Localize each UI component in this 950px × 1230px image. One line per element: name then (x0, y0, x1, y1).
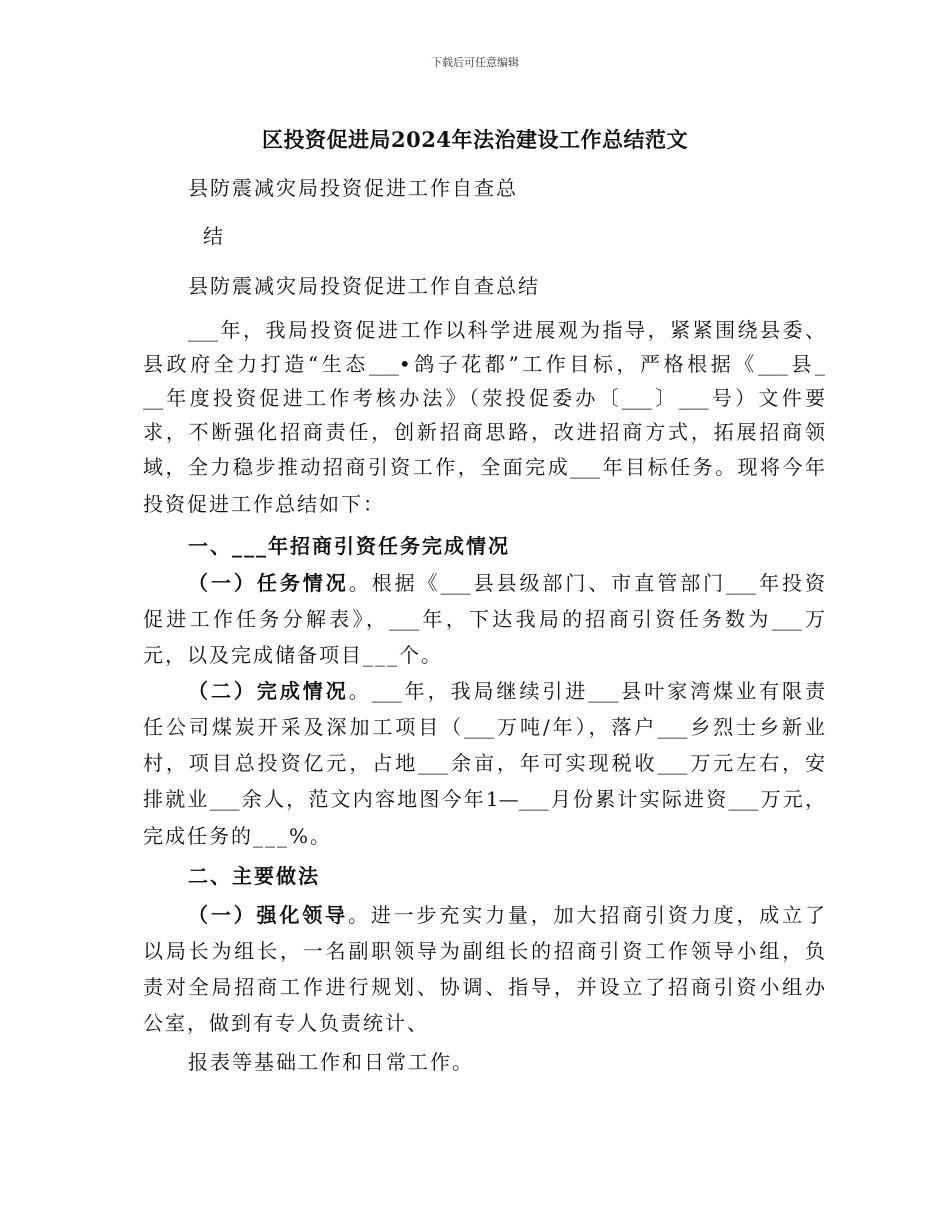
line-text: 。___年，我局继续引进___县叶家湾煤业有限责 (348, 679, 826, 703)
paragraph-line (143, 645, 443, 665)
paragraph-line (188, 320, 825, 340)
paragraph-line (143, 457, 825, 477)
line-text: 元，以及完成储备项目___个。 (143, 643, 443, 667)
line-text: 任公司煤炭开采及深加工项目（___万吨/年），落户___乡烈士乡新业 (143, 715, 825, 739)
line-text: 促进工作任务分解表》，___年，下达我局的招商引资任务数为___万 (143, 607, 825, 631)
bold-text: 一、___年招商引资任务完成情况 (188, 534, 510, 558)
line-text: 域，全力稳步推动招商引资工作，全面完成___年目标任务。现将今年 (143, 455, 825, 479)
line-text: 。进一步充实力量，加大招商引资力度，成立了 (347, 903, 826, 927)
line-text: 县防震减灾局投资促进工作自查总 (188, 176, 518, 200)
line-text: 以局长为组长，一名副职领导为副组长的招商引资工作领导小组，负 (143, 939, 825, 963)
paragraph-line (188, 178, 518, 198)
line-text: 求，不断强化招商责任，创新招商思路，改进招商方式，拓展招商领 (143, 420, 825, 444)
bold-text: 二、主要做法 (188, 864, 320, 888)
paragraph-line (143, 494, 385, 514)
paragraph-line (188, 276, 540, 296)
line-text: 公室，做到有专人负责统计、 (143, 1011, 429, 1035)
line-text: __年度投资促进工作考核办法》（荥投促委办〔___〕___号）文件要 (143, 386, 825, 410)
line-text: 排就业___余人，范文内容地图今年1—___月份累计实际进资___万元， (143, 787, 825, 811)
line-text: 村，项目总投资亿元，占地___余亩，年可实现税收___万元左右，安 (143, 751, 825, 775)
paragraph-line (188, 1052, 474, 1072)
paragraph-line (143, 753, 825, 773)
document-title: 区投资促进局2024年法治建设工作总结范文 (262, 127, 688, 152)
paragraph-line (143, 977, 825, 997)
bold-text: （一）强化领导 (188, 903, 348, 927)
paragraph-line (188, 536, 510, 556)
paragraph-line (143, 422, 825, 442)
paragraph-line (188, 573, 825, 593)
line-text: ___年，我局投资促进工作以科学进展观为指导，紧紧围绕县委、 (188, 318, 825, 342)
paragraph-line (143, 789, 825, 809)
paragraph-line (188, 681, 825, 701)
line-text: 县防震减灾局投资促进工作自查总结 (188, 274, 540, 298)
paragraph-line (143, 388, 825, 408)
line-text: 报表等基础工作和日常工作。 (188, 1050, 474, 1074)
paragraph-line (143, 717, 825, 737)
paragraph-line (143, 1013, 429, 1033)
paragraph-line (143, 609, 825, 629)
line-text: 投资促进工作总结如下： (143, 492, 385, 516)
paragraph-line (188, 866, 320, 886)
paragraph-line (143, 354, 825, 374)
bold-text: （二）完成情况 (188, 679, 349, 703)
line-text: 县政府全力打造“生态___•鸽子花都”工作目标，严格根据《___县_ (143, 352, 825, 376)
line-text: 责对全局招商工作进行规划、协调、指导，并设立了招商引资小组办 (143, 975, 825, 999)
paragraph-line (143, 941, 825, 961)
paragraph-line (188, 905, 825, 925)
line-text: 结 (203, 224, 225, 248)
bold-text: （一）任务情况 (188, 571, 349, 595)
paragraph-line (203, 226, 225, 246)
header-note: 下载后可任意编辑 (431, 56, 519, 69)
paragraph-line (143, 826, 332, 846)
line-text: 。根据《___县县级部门、市直管部门___年投资 (348, 571, 826, 595)
line-text: 完成任务的___%。 (143, 824, 333, 848)
